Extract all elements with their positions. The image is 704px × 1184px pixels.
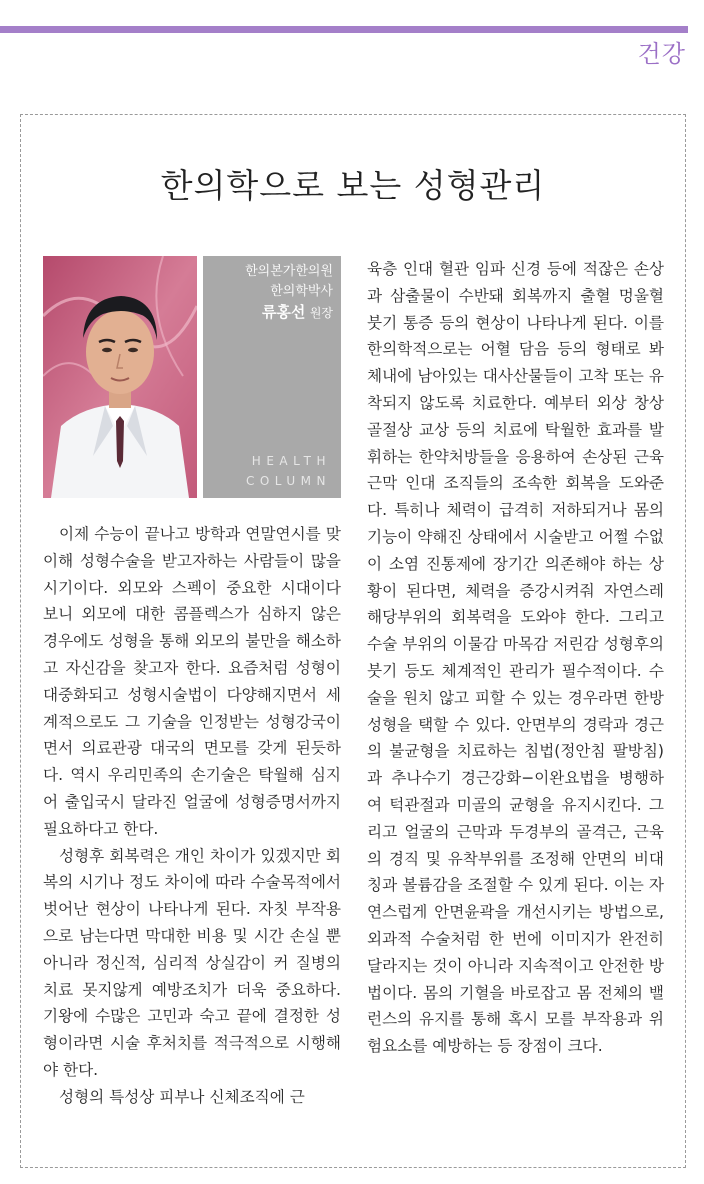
body-paragraph: 육층 인대 혈관 임파 신경 등에 적잖은 손상과 삼출물이 수반돼 회복까지 출혈 멍울혈 붓기 통증 등의 현상이 나타나게 된다. 이를 한의학적으로는 어혈 담음 등의 형태로 봐 체내에 남아있는 대사산물들이 고착 또는 유착되지 않도록 치료한다. 예부터 외상 창상 골절상 교상 등의 치료에 탁월한 효과를 발휘하는 한약처방들을 응용하여 손상된 근육 근막 인대 조직들의 조속한 회복을 도와준다. 특히나 체력이 급격히 저하되거나 몸의 기능이 약해진 상태에서 시술받고 어쩔 수없이 소염 진통제에 장기간 의존해야 하는 상황이 된다면, 체력을 증강시켜줘 자연스레 해당부위의 회복력을 도와야 한다. 그리고 수술 부위의 이물감 마목감 저린감 성형후의 붓기 등도 체계적인 관리가 필수적이다. 수술을 원치 않고 피할 수 있는 경우라면 한방성형을 택할 수 있다. 안면부의 경락과 경근의 불균형을 치료하는 침법(정안침 팔방침)과 추나수기 경근강화−이완요법을 병행하여 턱관절과 미골의 균형을 유지시킨다. 그리고 얼굴의 근막과 두경부의 골격근, 근육의 경직 및 유착부위를 조정해 안면의 비대칭과 볼륨감을 조절할 수 있게 된다. 이는 자연스럽게 안면윤곽을 개선시키는 방법으로, 외과적 수술처럼 한 번에 이미지가 완전히 달라지는 것이 아니라 지속적이고 안전한 방법이다. 몸의 기혈을 바로잡고 몸 전체의 밸런스의 유지를 통해 혹시 모를 부작용과 위험요소를 예방하는 등 장점이 크다. [367, 260, 664, 1056]
author-clinic: 한의본가한의원 [245, 264, 333, 279]
author-degree: 한의학박사 [270, 284, 333, 299]
article-body-left [43, 521, 341, 1111]
column-tag-column: COLUMN [245, 474, 331, 488]
author-title: 원장 [309, 306, 333, 320]
body-paragraph: 성형의 특성상 피부나 신체조직에 근 [59, 1087, 305, 1106]
body-paragraph: 성형후 회복력은 개인 차이가 있겠지만 회복의 시기나 정도 차이에 따라 수술목적에서 벗어난 현상이 나타나게 된다. 자칫 부작용으로 남는다면 막대한 비용 및 시간 손실 뿐 아니라 정신적, 심리적 상실감이 커 질병의 치료 못지않게 예방조치가 더욱 중요하다. 기왕에 수많은 고민과 숙고 끝에 결정한 성형이라면 시술 후처치를 적극적으로 시행해야 한다. [43, 846, 341, 1079]
section-label: 건강 [637, 40, 686, 68]
article-body-right [367, 256, 664, 1060]
author-photo [43, 256, 197, 498]
top-accent-bar [0, 26, 688, 33]
author-info-box [203, 256, 341, 498]
author-name-line [203, 302, 333, 323]
article-headline: 한의학으로 보는 성형관리 [160, 166, 546, 205]
column-tag-health: HEALTH [251, 454, 331, 468]
author-name: 류홍선 [261, 303, 306, 321]
body-paragraph: 이제 수능이 끝나고 방학과 연말연시를 맞이해 성형수술을 받고자하는 사람들이 많을 시기이다. 외모와 스펙이 중요한 시대이다 보니 외모에 대한 콤플렉스가 심하지 않은 경우에도 성형을 통해 외모의 불만을 해소하고 자신감을 찾고자 한다. 요즘처럼 성형이 대중화되고 성형시술법이 다양해지면서 세계적으로도 그 기술을 인정받는 성형강국이면서 의료관광 대국의 면모를 갖게 된듯하다. 역시 우리민족의 손기술은 탁월해 심지어 출입국시 달라진 얼굴에 성형증명서까지 필요하다고 한다. [43, 525, 341, 838]
